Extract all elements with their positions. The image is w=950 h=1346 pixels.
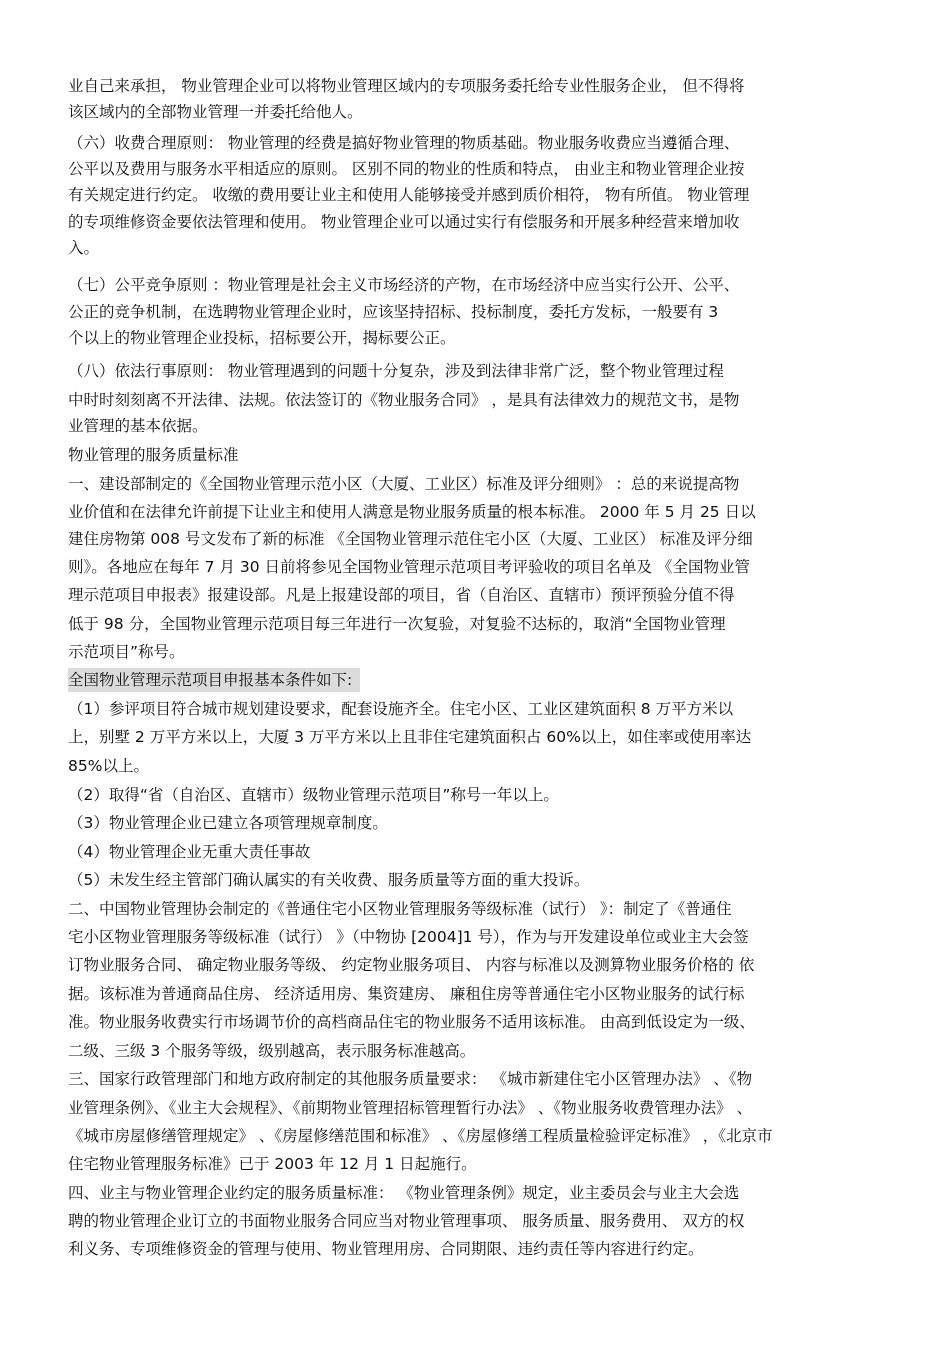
text-line: 业自己来承担， 物业管理企业可以将物业管理区域内的专项服务委托给专业性服务企业， 但不得将	[68, 77, 745, 95]
list-item: （2）取得“省（自治区、直辖市）级物业管理示范项目”称号一年以上。	[68, 786, 559, 804]
text-line: （八）依法行事原则： 物业管理遇到的问题十分复杂，涉及到法律非常广泛，整个物业管理过程	[68, 362, 724, 380]
highlighted-heading: 全国物业管理示范项目申报基本条件如下:	[68, 668, 360, 692]
text-line: 公平以及费用与服务水平相适应的原则。 区别不同的物业的性质和特点， 由业主和物业管理企业按	[68, 160, 745, 178]
text-line: 有关规定进行约定。 收缴的费用要让业主和使用人能够接受并感到质价相符， 物有所值。 物业管理	[68, 186, 750, 204]
text-line: 公正的竞争机制，在选聘物业管理企业时，应该坚持招标、投标制度，委托方发标，一般要有 3	[68, 303, 719, 321]
text-line: 《城市房屋修缮管理规定》 、《房屋修缮范围和标准》 、《房屋修缮工程质量检验评定标准》 ，《北京市	[68, 1127, 773, 1145]
list-item: （5）未发生经主管部门确认属实的有关收费、服务质量等方面的重大投诉。	[68, 871, 590, 889]
text-line: 三、国家行政管理部门和地方政府制定的其他服务质量要求： 《城市新建住宅小区管理办法》 、《物	[68, 1070, 753, 1088]
text-line: 业管理的基本依据。	[68, 417, 208, 435]
text-line: 聘的物业管理企业订立的书面物业服务合同应当对物业管理事项、 服务质量、服务费用、 双方的权	[68, 1212, 745, 1230]
text-line: 业价值和在法律允许前提下让业主和使用人满意是物业服务质量的根本标准。 2000 年 5 月 25 日以	[68, 503, 756, 521]
text-line: 建住房物第 008 号文发布了新的标准 《全国物业管理示范住宅小区（大厦、工业区） 标准及评分细	[68, 530, 753, 548]
text-line: 入。	[68, 239, 100, 257]
text-line: 宅小区物业管理服务等级标准（试行） 》（中物协 [2004]1 号），作为与开发建设单位或业主大会签	[68, 928, 749, 946]
text-line: 示范项目”称号。	[68, 643, 185, 661]
text-line: 住宅物业管理服务标准》已于 2003 年 12 月 1 日起施行。	[68, 1155, 477, 1173]
highlighted-heading-line	[68, 668, 882, 692]
text-line: 低于 98 分，全国物业管理示范项目每三年进行一次复验，对复验不达标的，取消“全国物业管理	[68, 615, 726, 633]
text-line: 四、业主与物业管理企业约定的服务质量标准： 《物业管理条例》规定，业主委员会与业主大会选	[68, 1184, 740, 1202]
text-line: 一、建设部制定的《全国物业管理示范小区（大厦、工业区）标准及评分细则》 ：总的来说提高物	[68, 475, 740, 493]
text-line: 利义务、专项维修资金的管理与使用、物业管理用房、合同期限、违约责任等内容进行约定。	[68, 1240, 704, 1258]
text-line: 个以上的物业管理企业投标，招标要公开，揭标要公正。	[68, 329, 456, 347]
text-line: （1）参评项目符合城市规划建设要求，配套设施齐全。住宅小区、工业区建筑面积 8 万平方米以	[68, 700, 734, 718]
list-item: （4）物业管理企业无重大责任事故	[68, 843, 311, 861]
text-line: 上，别墅 2 万平方米以上，大厦 3 万平方米以上且非住宅建筑面积占 60%以上，如住率或使用率达	[68, 728, 752, 746]
text-line: 据。该标准为普通商品住房、 经济适用房、集资建房、 廉租住房等普通住宅小区物业服务的试行标	[68, 985, 745, 1003]
text-line: 85%以上。	[68, 757, 149, 775]
text-line: （六）收费合理原则： 物业管理的经费是搞好物业管理的物质基础。物业服务收费应当遵循合理、	[68, 134, 740, 152]
text-line: 中时时刻刻离不开法律、法规。依法签订的《物业服务合同》 ，是具有法律效力的规范文书，是物	[68, 391, 740, 409]
text-line: 理示范项目申报表》报建设部。凡是上报建设部的项目，省（自治区、直辖市）预评预验分值不得	[68, 586, 735, 604]
text-line: 业管理条例》、《业主大会规程》、《前期物业管理招标管理暂行办法》 、《物业服务收费管理办法》 、	[68, 1099, 753, 1117]
text-line: 该区域内的全部物业管理一并委托给他人。	[68, 103, 363, 121]
text-line: 则》。各地应在每年 7 月 30 日前将参见全国物业管理示范项目考评验收的项目名单及 《全国物业管	[68, 558, 750, 576]
text-line: 二、中国物业管理协会制定的《普通住宅小区物业管理服务等级标准（试行） 》：制定了《普通住	[68, 900, 732, 918]
section-heading: 物业管理的服务质量标准	[68, 446, 239, 464]
text-line: （七）公平竞争原则 ：物业管理是社会主义市场经济的产物，在市场经济中应当实行公开、公平、	[68, 276, 740, 294]
text-line: 订物业服务合同、 确定物业服务等级、 约定物业服务项目、 内容与标准以及测算物业服务价格的 依	[68, 956, 755, 974]
text-line: 二级、三级 3 个服务等级，级别越高，表示服务标准越高。	[68, 1042, 476, 1060]
list-item: （3）物业管理企业已建立各项管理规章制度。	[68, 814, 388, 832]
text-line: 准。物业服务收费实行市场调节价的高档商品住宅的物业服务不适用该标准。 由高到低设定为一级、	[68, 1013, 755, 1031]
text-line: 的专项维修资金要依法管理和使用。 物业管理企业可以通过实行有偿服务和开展多种经营来增加收	[68, 213, 740, 231]
